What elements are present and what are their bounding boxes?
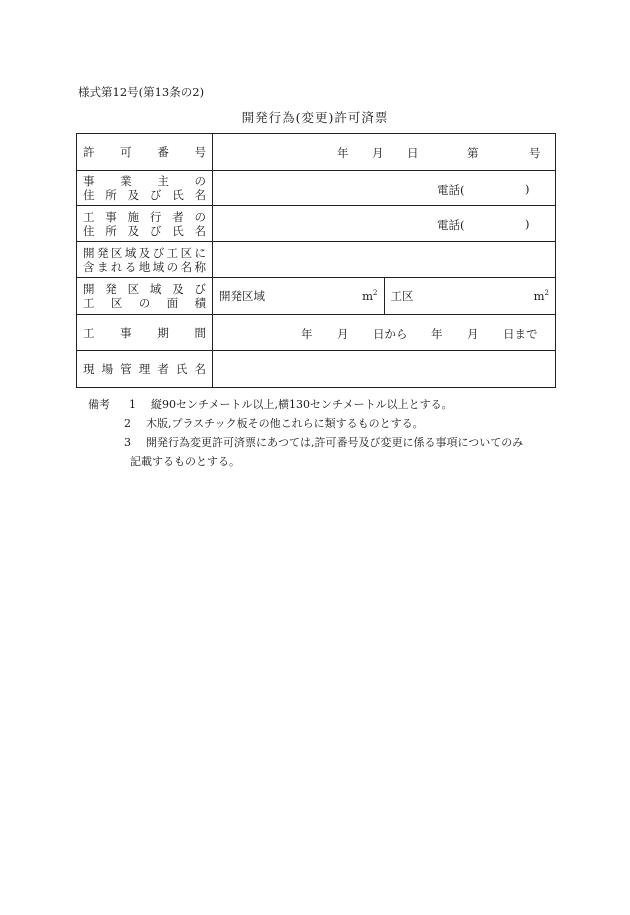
label-char: 氏: [172, 188, 184, 202]
label-char: 地: [138, 259, 151, 274]
label-char: 及: [172, 282, 184, 296]
unit-m: m: [362, 289, 374, 303]
label-char: 含: [83, 259, 95, 274]
contractor-label: [77, 206, 213, 242]
label-char: に: [194, 245, 206, 260]
work-area-label: 工区: [390, 289, 414, 303]
label-char: 事: [83, 174, 95, 188]
label-char: 面: [166, 296, 179, 310]
start-year: 年: [301, 327, 313, 341]
label-char: る: [124, 259, 137, 274]
area-names-label: [77, 242, 213, 278]
label-char: 区: [110, 245, 123, 260]
developer-row: [77, 171, 556, 206]
permit-go: 号: [529, 146, 541, 160]
note-num: 2: [124, 417, 131, 430]
label-char: 発: [105, 282, 117, 296]
note-text: 開発行為変更許可済票にあつては,許可番号及び変更に係る事項についてのみ: [146, 436, 524, 449]
label-char: 理: [138, 362, 151, 376]
label-char: 許: [83, 145, 95, 159]
note-2: [88, 414, 523, 433]
label-char: 事: [105, 209, 117, 224]
label-char: び: [152, 245, 165, 260]
unit-m: m: [533, 289, 545, 303]
note-num: 1: [129, 398, 136, 411]
label-char: 期: [157, 325, 169, 340]
dev-area-label: 開発区域: [219, 289, 265, 303]
label-char: 主: [157, 174, 169, 188]
label-char: び: [149, 188, 162, 202]
label-char: 者: [172, 209, 184, 224]
end-month: 月: [467, 327, 479, 341]
contractor-row: [77, 206, 556, 242]
label-char: 事: [120, 325, 132, 340]
area-size-label: [77, 278, 213, 315]
label-char: 号: [194, 145, 206, 159]
label-char: 氏: [172, 223, 184, 238]
label-char: 名: [194, 362, 206, 376]
end-year: 年: [431, 327, 443, 341]
developer-value: [213, 171, 556, 206]
form-title: 開発行為(変更)許可済票: [241, 110, 389, 125]
notes: [88, 395, 523, 471]
label-char: の: [166, 259, 179, 274]
label-char: 名: [180, 259, 193, 274]
label-char: 可: [120, 145, 132, 159]
dev-area-cell: [213, 278, 384, 314]
label-char: 工: [83, 296, 95, 310]
label-char: び: [194, 282, 206, 296]
label-char: 及: [127, 188, 140, 202]
manager-label: [77, 351, 213, 388]
label-char: れ: [110, 259, 123, 274]
note-text: 縦90センチメートル以上,横130センチメートル以上とする。: [151, 398, 453, 411]
manager-row: [77, 351, 556, 388]
label-char: 開: [83, 282, 95, 296]
label-char: の: [194, 209, 206, 224]
permit-sign-table: [76, 133, 556, 388]
label-char: 工: [83, 209, 95, 224]
label-char: 施: [127, 209, 140, 224]
label-char: 名: [194, 188, 206, 202]
contractor-phone-label: 電話(: [437, 218, 465, 232]
label-char: 名: [194, 223, 206, 238]
permit-dai: 第: [467, 146, 479, 160]
permit-number-value: [213, 134, 556, 171]
label-char: 域: [152, 259, 165, 274]
note-1: [88, 395, 523, 414]
area-names-row: [77, 242, 556, 278]
label-char: 住: [83, 223, 95, 238]
area-names-value: [213, 242, 556, 278]
note-text: 木版,プラスチック板その他これらに類するものとする。: [146, 417, 424, 430]
form-number: 様式第12号(第13条の2): [78, 85, 205, 99]
work-area-unit: [534, 289, 549, 303]
label-char: 積: [194, 296, 206, 310]
label-char: 者: [157, 362, 169, 376]
label-char: 域: [149, 282, 162, 296]
notes-heading: 備考: [88, 398, 110, 411]
dev-area-unit: [362, 289, 377, 303]
label-char: 及: [127, 223, 140, 238]
period-label: [77, 315, 213, 351]
label-char: 行: [149, 209, 162, 224]
developer-label: [77, 171, 213, 206]
contractor-phone-close: ): [525, 217, 530, 231]
label-char: 区: [110, 296, 123, 310]
label-char: 発: [96, 245, 109, 260]
label-char: の: [138, 296, 151, 310]
label-char: 区: [127, 282, 140, 296]
developer-phone-close: ): [525, 182, 530, 196]
area-size-value: [213, 278, 556, 315]
label-char: 所: [105, 188, 117, 202]
label-char: 番: [157, 145, 169, 159]
contractor-value: [213, 206, 556, 242]
unit-sup: 2: [544, 289, 549, 298]
permit-number-label: [77, 134, 213, 171]
label-char: び: [149, 223, 162, 238]
label-char: 管: [120, 362, 132, 376]
label-char: 所: [105, 223, 117, 238]
label-char: 住: [83, 188, 95, 202]
label-char: 及: [138, 245, 151, 260]
unit-sup: 2: [373, 289, 378, 298]
label-char: ま: [96, 259, 109, 274]
period-row: [77, 315, 556, 351]
period-value: [213, 315, 556, 351]
label-char: 場: [101, 362, 114, 376]
note-3-continuation: 記載するものとする。: [130, 455, 240, 468]
note-num: 3: [124, 436, 131, 449]
date-month: 月: [372, 146, 384, 160]
manager-value: [213, 351, 556, 388]
developer-phone-label: 電話(: [437, 183, 465, 197]
label-char: 開: [83, 245, 95, 260]
date-year: 年: [337, 146, 349, 160]
label-char: 現: [83, 362, 95, 376]
start-month: 月: [337, 327, 349, 341]
end-day: 日まで: [503, 327, 538, 341]
label-char: 氏: [175, 362, 188, 376]
permit-number-row: [77, 134, 556, 171]
label-char: 工: [166, 245, 179, 260]
work-area-cell: [384, 278, 556, 314]
note-3: [88, 433, 523, 452]
label-char: 工: [83, 325, 95, 340]
start-day: 日から: [373, 327, 408, 341]
label-char: 間: [194, 325, 206, 340]
label-char: 業: [120, 174, 132, 188]
area-size-row: [77, 278, 556, 315]
date-day: 日: [407, 146, 419, 160]
label-char: 域: [124, 245, 137, 260]
label-char: の: [194, 174, 206, 188]
label-char: 称: [194, 259, 206, 274]
label-char: 区: [180, 245, 193, 260]
